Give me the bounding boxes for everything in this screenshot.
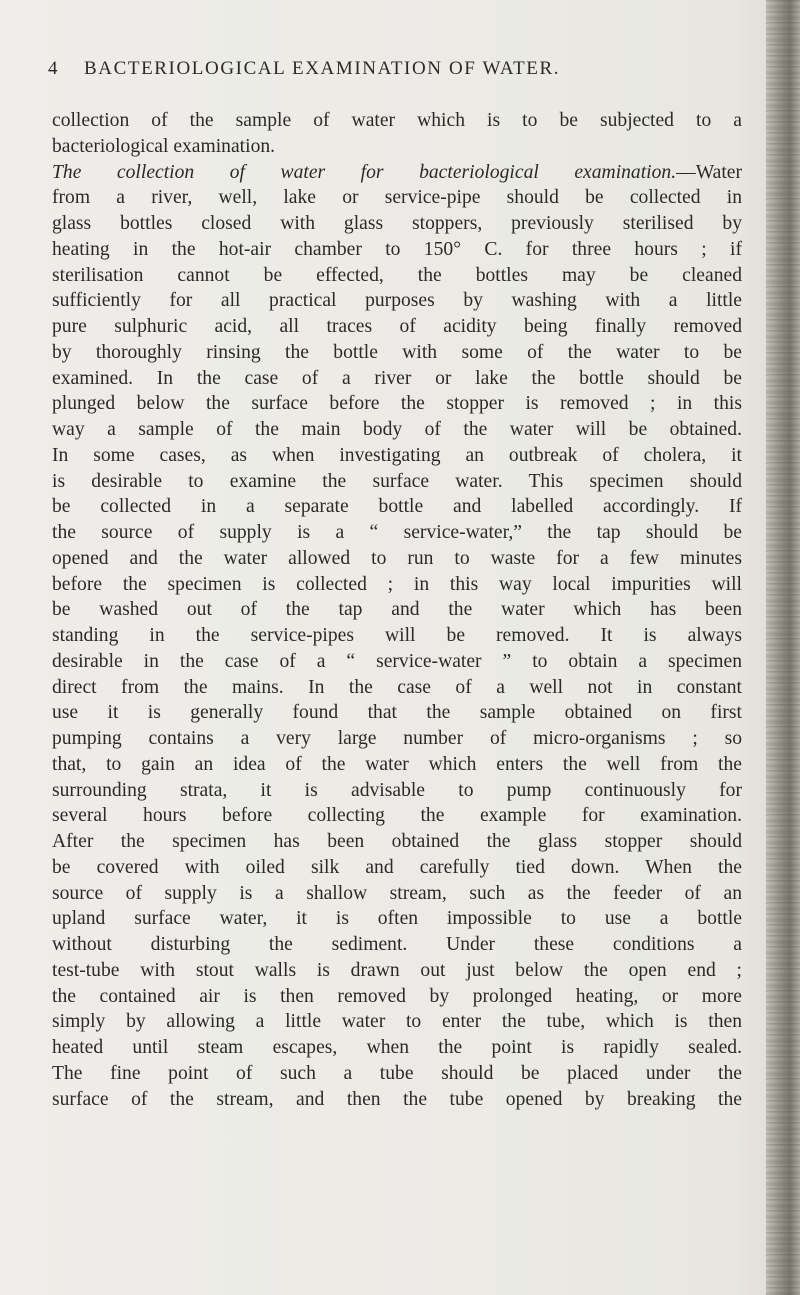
running-header	[48, 58, 748, 80]
text-line: way a sample of the main body of the water will be obtained.	[52, 419, 742, 440]
text-line: the source of supply is a “ service-water,” the tap should be	[52, 522, 742, 543]
text-line: surrounding strata, it is advisable to pump continuously for	[52, 779, 742, 801]
section-heading: The collection of water for bacteriological examination.	[52, 161, 677, 183]
text-line: direct from the mains. In the case of a well not in constant	[52, 676, 742, 698]
text-line: is desirable to examine the surface water. This specimen should	[52, 470, 742, 492]
text-line: sufficiently for all practical purposes by washing with a little	[52, 290, 742, 312]
text-line: bacteriological examination.	[52, 135, 276, 157]
book-spine-edge	[766, 0, 800, 1295]
text-line: several hours before collecting the example for examination.	[52, 805, 742, 827]
text-line: from a river, well, lake or service-pipe should be collected in	[52, 187, 742, 209]
text-line: The fine point of such a tube should be placed under the	[52, 1062, 742, 1084]
text-line: upland surface water, it is often impossible to use a bottle	[52, 908, 742, 930]
text-line: standing in the service-pipes will be removed. It is always	[52, 625, 742, 646]
running-title: BACTERIOLOGICAL EXAMINATION OF WATER.	[84, 58, 561, 79]
text-line: collection of the sample of water which is to be subjected to a	[52, 110, 742, 131]
text-line: before the specimen is collected ; in this way local impurities will	[52, 573, 742, 595]
text-line: the contained air is then removed by prolonged heating, or more	[52, 985, 742, 1007]
text-line: heating in the hot-air chamber to 150° C. for three hours ; if	[52, 238, 742, 260]
text-line: be washed out of the tap and the water which has been	[52, 599, 742, 621]
text-line: test-tube with stout walls is drawn out just below the open end ;	[52, 959, 742, 981]
text-line: plunged below the surface before the stopper is removed ; in this	[52, 393, 742, 415]
text-line: After the specimen has been obtained the glass stopper should	[52, 831, 742, 852]
section-heading-line	[52, 160, 742, 186]
text-line: opened and the water allowed to run to waste for a few minutes	[52, 547, 742, 569]
text-line: use it is generally found that the sample obtained on first	[52, 702, 742, 724]
text-line: surface of the stream, and then the tube opened by breaking the	[52, 1088, 742, 1110]
text-line: be covered with oiled silk and carefully tied down. When the	[52, 856, 742, 878]
text-line: by thoroughly rinsing the bottle with some of the water to be	[52, 341, 742, 363]
text-line: sterilisation cannot be effected, the bottles may be cleaned	[52, 264, 742, 286]
page-number: 4	[48, 58, 60, 79]
text-line: simply by allowing a little water to enter the tube, which is then	[52, 1011, 742, 1033]
section-heading-continuation: —Water	[676, 161, 742, 183]
text-line: glass bottles closed with glass stoppers, previously sterilised by	[52, 213, 742, 234]
text-line: be collected in a separate bottle and labelled accordingly. If	[52, 496, 742, 518]
text-line: pure sulphuric acid, all traces of acidity being finally removed	[52, 316, 742, 337]
text-line: heated until steam escapes, when the point is rapidly sealed.	[52, 1037, 742, 1058]
text-line: that, to gain an idea of the water which enters the well from the	[52, 753, 742, 775]
text-line: pumping contains a very large number of micro-organisms ; so	[52, 728, 742, 749]
text-line: desirable in the case of a “ service-water ” to obtain a specimen	[52, 650, 742, 672]
text-line: without disturbing the sediment. Under these conditions a	[52, 934, 742, 955]
text-line: examined. In the case of a river or lake the bottle should be	[52, 367, 742, 389]
body-text	[52, 108, 742, 1112]
text-line: In some cases, as when investigating an outbreak of cholera, it	[52, 444, 742, 466]
text-line: source of supply is a shallow stream, such as the feeder of an	[52, 882, 742, 904]
